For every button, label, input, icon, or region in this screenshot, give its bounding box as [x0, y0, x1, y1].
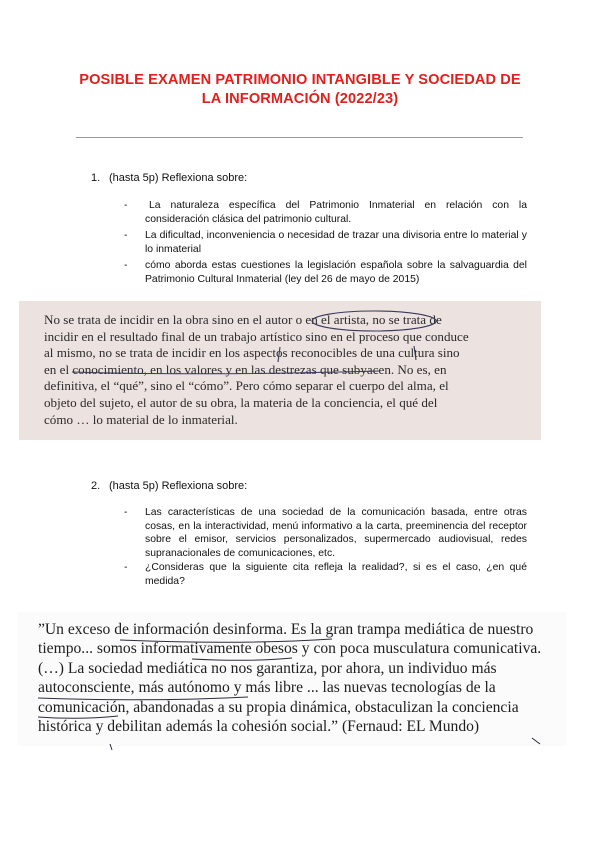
question-1-number: 1. [91, 172, 101, 184]
horizontal-divider [76, 137, 523, 138]
quote-2-line: tiempo... somos informativamente obesos y con poca musculatura comunicativa. [38, 640, 542, 658]
question-2-text: (hasta 5p) Reflexiona sobre: [109, 480, 248, 492]
title-line-2: LA INFORMACIÓN (2022/23) [201, 91, 399, 107]
list-item: - ¿Consideras que la siguiente cita refleja la realidad?, si es el caso, ¿en qué medida? [124, 562, 527, 587]
quote-1-line: en el conocimiento, en los valores y en las destrezas que subyacen. No es, en [44, 361, 447, 377]
list-item: - La naturaleza específica del Patrimonio Inmaterial en relación con la consideración clásica del patrimonio cultural. [124, 200, 527, 225]
quote-2-line: histórica y debilitan además la cohesión social.” (Fernaud: EL Mundo) [38, 718, 480, 736]
page-title [60, 71, 540, 109]
scanned-quote-2 [38, 620, 554, 736]
list-item: - cómo aborda estas cuestiones la legislación española sobre la salvaguardia del Patrimonio Cultural Inmaterial (ley del 26 de mayo de 2015) [124, 260, 527, 285]
quote-1-line: al mismo, no se trata de incidir en los aspectos reconocibles de una cultura sino [44, 345, 460, 361]
question-2-bullet-list [124, 506, 527, 588]
quote-1-line: No se trata de incidir en la obra sino en el autor o en el artista, no se trata de [44, 312, 442, 327]
quote-1-line: objeto del sujeto, el autor de su obra, la materia de la conciencia, el qué del [44, 394, 438, 410]
list-item: - Las características de una sociedad de la comunicación basada, entre otras cosas, en la interactividad, menú informativo a la carta, preeminencia del receptor sobre el emisor, servicios personalizados, supermercado audiovisual, redes supranacionales de comunicaciones, etc. [124, 507, 527, 559]
quote-2-line: (…) La sociedad mediática no nos garantiza, por ahora, un individuo más [38, 659, 497, 677]
scanned-quote-1 [44, 312, 528, 428]
quote-2-line: autoconsciente, más autónomo y más libre ... las nuevas tecnologías de la [38, 679, 496, 697]
quote-1-line: definitiva, el “qué”, sino el “cómo”. Pero cómo separar el cuerpo del alma, el [44, 378, 449, 394]
question-1-bullet-list [124, 199, 527, 286]
quote-1-line: incidir en el resultado final de un trabajo artístico sino en el proceso que conduce [44, 328, 469, 344]
quote-1-line: cómo … lo material de lo inmaterial. [44, 411, 238, 427]
question-2-heading [91, 479, 247, 493]
list-item: - La dificultad, inconveniencia o necesidad de trazar una divisoria entre lo material y lo inmaterial [124, 230, 527, 255]
question-2-number: 2. [91, 480, 101, 492]
quote-2-line: comunicación, abandonadas a su propia dinámica, obstaculizan la conciencia [38, 698, 519, 716]
quote-2-line: ”Un exceso de información desinforma. Es la gran trampa mediática de nuestro [38, 621, 534, 638]
question-1-heading [91, 171, 247, 185]
question-1-text: (hasta 5p) Reflexiona sobre: [109, 172, 248, 184]
title-line-1: POSIBLE EXAMEN PATRIMONIO INTANGIBLE Y SOCIEDAD DE [79, 72, 521, 88]
